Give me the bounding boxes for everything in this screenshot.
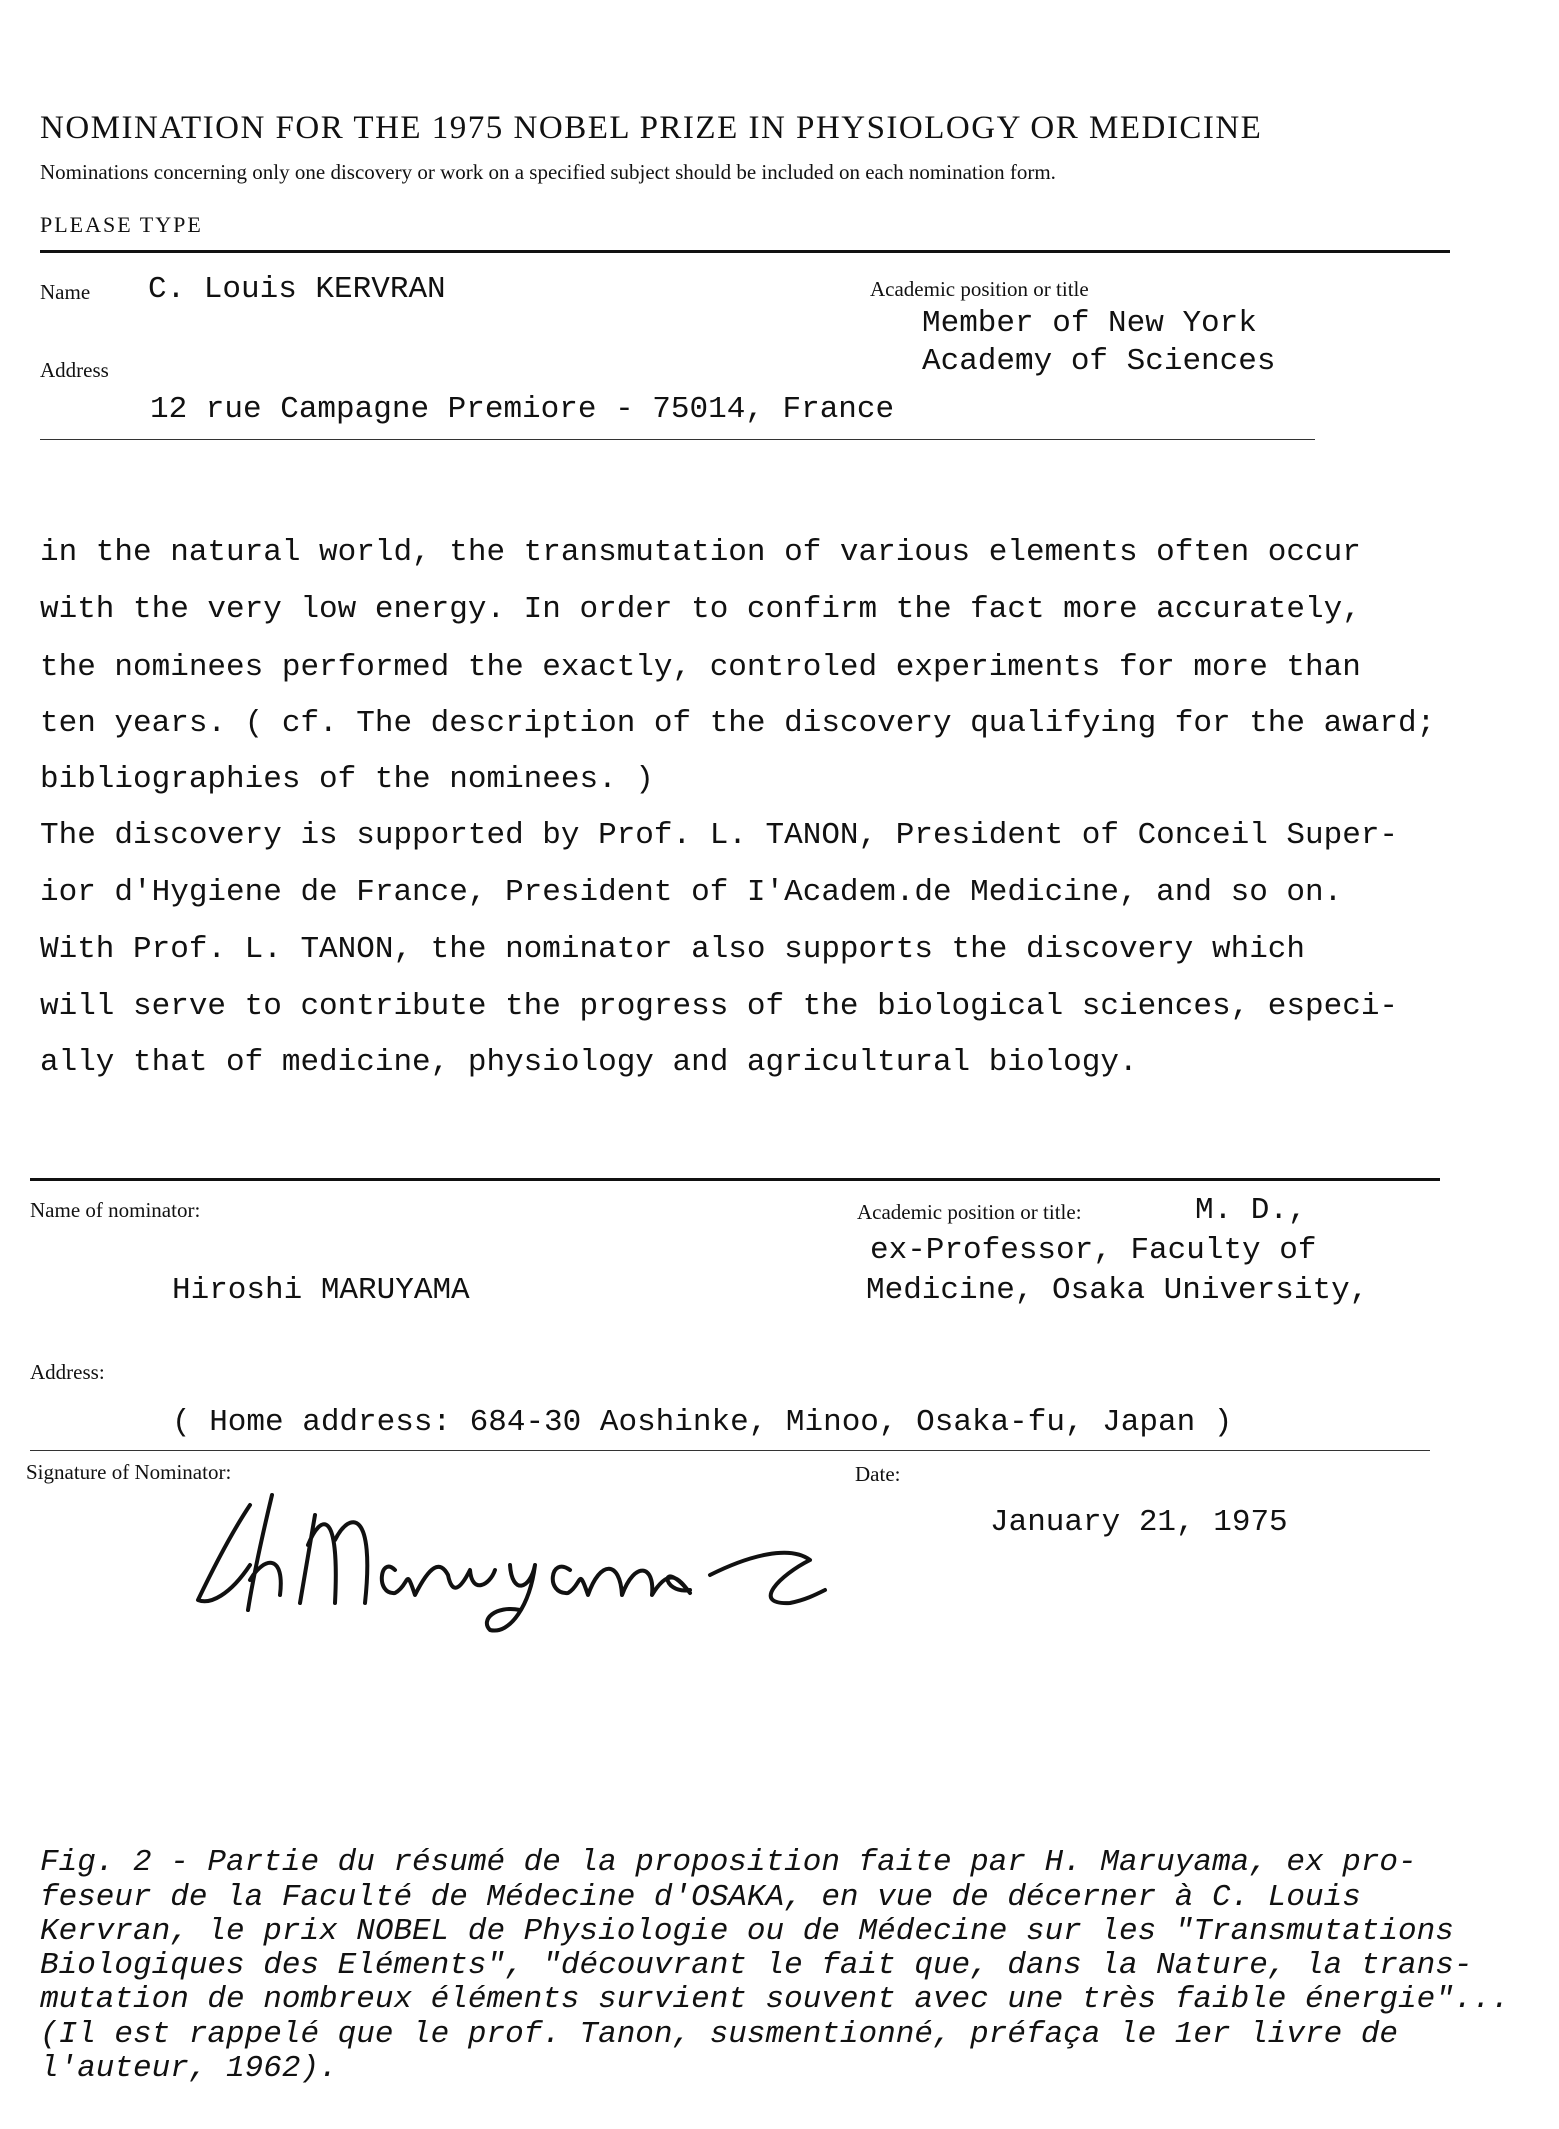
- body-line: ally that of medicine, physiology and agricultural biology.: [40, 1045, 1138, 1080]
- nominator-position-line2: ex-Professor, Faculty of: [870, 1233, 1317, 1268]
- caption-line: l'auteur, 1962).: [40, 2051, 338, 2086]
- nominee-name-label: Name: [40, 280, 91, 304]
- nominator-address: ( Home address: 684-30 Aoshinke, Minoo, Osaka-fu, Japan ): [172, 1405, 1233, 1440]
- body-line: The discovery is supported by Prof. L. TANON, President of Conceil Super-: [40, 818, 1399, 853]
- caption-line: Kervran, le prix NOBEL de Physiologie ou de Médecine sur les "Transmutations: [40, 1914, 1454, 1949]
- nominator-address-rule: [30, 1450, 1430, 1451]
- nominee-position-line2: Academy of Sciences: [922, 344, 1276, 379]
- body-line: With Prof. L. TANON, the nominator also supports the discovery which: [40, 932, 1306, 967]
- date-value: January 21, 1975: [990, 1505, 1288, 1540]
- nominee-name: C. Louis KERVRAN: [148, 272, 446, 307]
- signature-label: Signature of Nominator:: [26, 1460, 232, 1484]
- caption-line: Biologiques des Eléments", "découvrant le fait que, dans la Nature, la trans-: [40, 1948, 1473, 1983]
- nominator-address-label: Address:: [30, 1360, 105, 1384]
- date-label: Date:: [855, 1462, 901, 1486]
- nominee-position-label: Academic position or title: [870, 277, 1089, 301]
- please-type-label: PLEASE TYPE: [40, 212, 203, 237]
- nominee-position-line1: Member of New York: [922, 306, 1257, 341]
- caption-line: mutation de nombreux éléments survient souvent avec une très faible énergie"...: [40, 1982, 1510, 2017]
- form-title: NOMINATION FOR THE 1975 NOBEL PRIZE IN PHYSIOLOGY OR MEDICINE: [40, 110, 1263, 146]
- nominee-address: 12 rue Campagne Premiore - 75014, France: [150, 392, 895, 427]
- body-rule: [30, 1178, 1440, 1181]
- nominee-address-label: Address: [40, 358, 109, 382]
- caption-line: Fig. 2 - Partie du résumé de la proposition faite par H. Maruyama, ex pro-: [40, 1845, 1417, 1880]
- nominator-position-line1: M. D.,: [1195, 1193, 1307, 1228]
- nominator-position-line3: Medicine, Osaka University,: [866, 1273, 1369, 1308]
- nominee-address-rule: [40, 439, 1315, 440]
- form-instruction: Nominations concerning only one discovery or work on a specified subject should be included on each nomination form.: [40, 160, 1056, 184]
- body-line: with the very low energy. In order to confirm the fact more accurately,: [40, 592, 1361, 627]
- caption-line: feseur de la Faculté de Médecine d'OSAKA, en vue de décerner à C. Louis: [40, 1880, 1361, 1915]
- body-line: bibliographies of the nominees. ): [40, 762, 654, 797]
- body-line: the nominees performed the exactly, controled experiments for more than: [40, 650, 1361, 685]
- body-line: ten years. ( cf. The description of the discovery qualifying for the award;: [40, 706, 1436, 741]
- nominator-name-label: Name of nominator:: [30, 1198, 201, 1222]
- signature-image: [190, 1485, 830, 1635]
- nominator-name: Hiroshi MARUYAMA: [172, 1273, 470, 1308]
- header-rule: [40, 250, 1450, 253]
- body-line: will serve to contribute the progress of the biological sciences, especi-: [40, 989, 1399, 1024]
- body-line: in the natural world, the transmutation of various elements often occur: [40, 535, 1361, 570]
- body-line: ior d'Hygiene de France, President of I'Academ.de Medicine, and so on.: [40, 875, 1343, 910]
- nominator-position-label: Academic position or title:: [857, 1200, 1082, 1224]
- caption-line: (Il est rappelé que le prof. Tanon, susmentionné, préfaça le 1er livre de: [40, 2017, 1399, 2052]
